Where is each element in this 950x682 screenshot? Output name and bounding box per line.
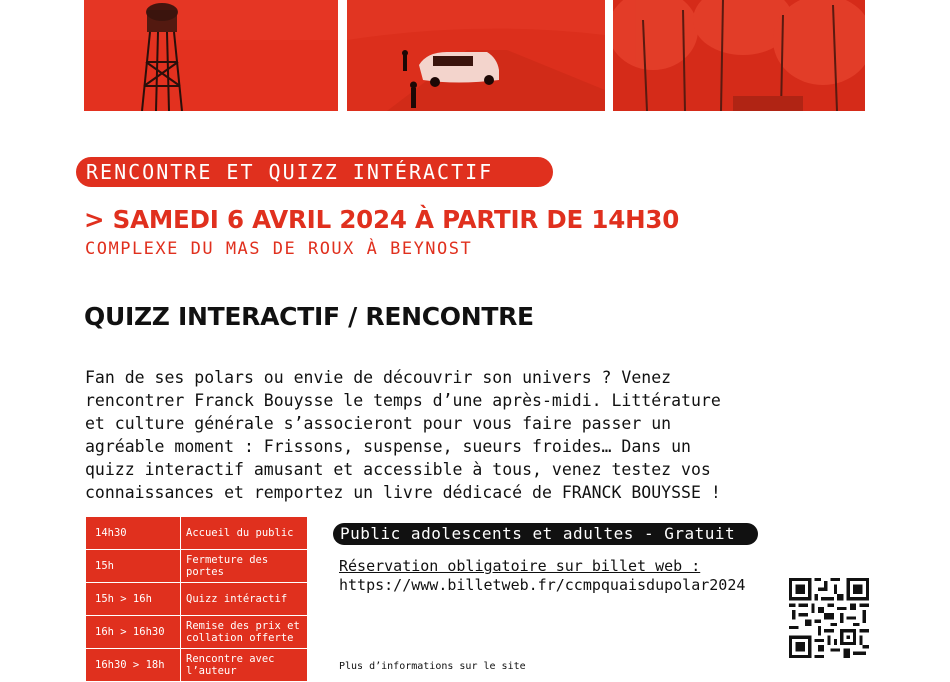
schedule-row: [86, 517, 308, 550]
reservation-link[interactable]: https://www.billetweb.fr/ccmpquaisdupolar2024: [339, 576, 746, 594]
schedule-activity: Quizz intéractif: [181, 583, 308, 616]
car-road-photo: [347, 0, 605, 111]
description-line: Fan de ses polars ou envie de découvrir son univers ? Venez: [85, 368, 672, 387]
event-description: [85, 366, 875, 504]
schedule-time: 16h > 16h30: [86, 616, 181, 649]
schedule-activity: Accueil du public: [181, 517, 308, 550]
schedule-table: [85, 516, 308, 682]
description-line: quizz interactif amusant et accessible à tous, venez testez vos: [85, 460, 711, 479]
schedule-row: [86, 550, 308, 583]
description-line: rencontrer Franck Bouysse le temps d’une après-midi. Littérature: [85, 391, 721, 410]
description-line: connaissances et remportez un livre dédicacé de FRANCK BOUYSSE !: [85, 483, 721, 502]
schedule-row: [86, 616, 308, 649]
description-line: agréable moment : Frissons, suspense, sueurs froides… Dans un: [85, 437, 691, 456]
schedule-time: 15h > 16h: [86, 583, 181, 616]
event-date: > SAMEDI 6 AVRIL 2024 À PARTIR DE 14H30: [84, 205, 680, 234]
schedule-time: 16h30 > 18h: [86, 649, 181, 682]
reservation-label: Réservation obligatoire sur billet web :: [339, 557, 701, 575]
schedule-row: [86, 583, 308, 616]
qr-code[interactable]: [789, 578, 869, 658]
schedule-time: 15h: [86, 550, 181, 583]
section-heading: QUIZZ INTERACTIF / RENCONTRE: [84, 302, 534, 331]
more-info-text: Plus d’informations sur le site: [339, 661, 526, 672]
audience-badge: Public adolescents et adultes - Gratuit: [333, 523, 758, 545]
schedule-time: 14h30: [86, 517, 181, 550]
schedule-activity: Rencontre avec l’auteur: [181, 649, 308, 682]
schedule-activity: Fermeture des portes: [181, 550, 308, 583]
forest-house-photo: [613, 0, 865, 111]
event-type-badge: RENCONTRE ET QUIZZ INTÉRACTIF: [76, 157, 553, 187]
description-line: et culture générale s’associeront pour vous faire passer un: [85, 414, 672, 433]
water-tower-photo: [84, 0, 338, 111]
schedule-row: [86, 649, 308, 682]
schedule-activity: Remise des prix et collation offerte: [181, 616, 308, 649]
event-location: COMPLEXE DU MAS DE ROUX À BEYNOST: [85, 239, 473, 259]
